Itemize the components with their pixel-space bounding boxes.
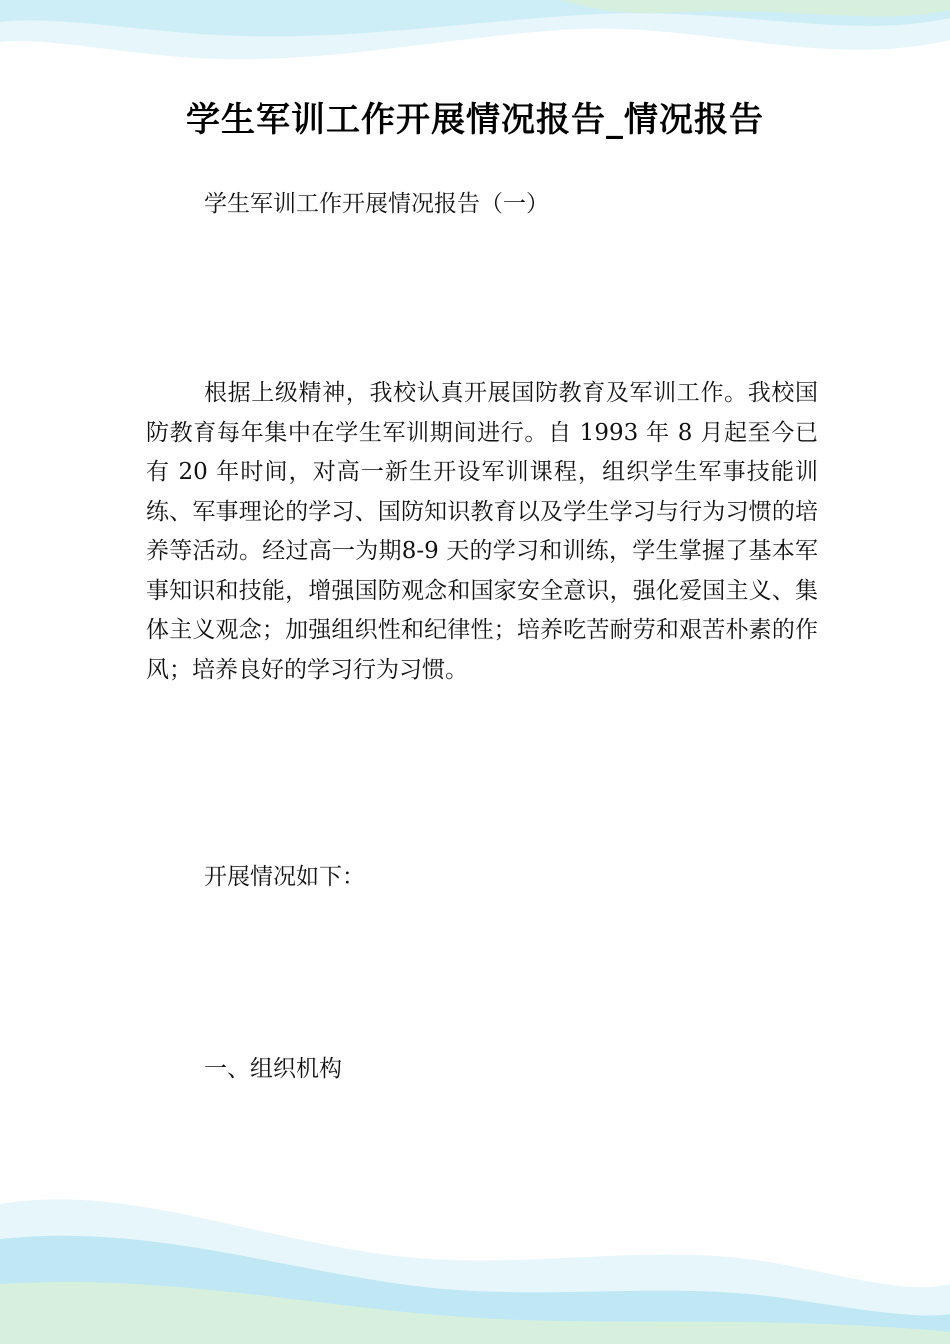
bottom-wave-decoration (0, 1144, 950, 1344)
body-paragraph: 根据上级精神，我校认真开展国防教育及军训工作。我校国防教育每年集中在学生军训期间进行。自 1993 年 8 月起至今已有 20 年时间，对高一新生开设军训课程，组织学生军事技能训练、军事理论的学习、国防知识教育以及学生学习与行为习惯的培养等活动。经过高一为期8-9 天的学习和训练，学生掌握了基本军事知识和技能，增强国防观念和国家安全意识，强化爱国主义、集体主义观念；加强组织性和纪律性；培养吃苦耐劳和艰苦朴素的作风；培养良好的学习行为习惯。 (146, 380, 818, 683)
section-heading: 一、组织机构 (204, 1056, 342, 1082)
document-subtitle: 学生军训工作开展情况报告（一） (204, 191, 549, 217)
document-title: 学生军训工作开展情况报告_情况报告 (186, 100, 764, 140)
section-intro: 开展情况如下： (204, 864, 365, 890)
